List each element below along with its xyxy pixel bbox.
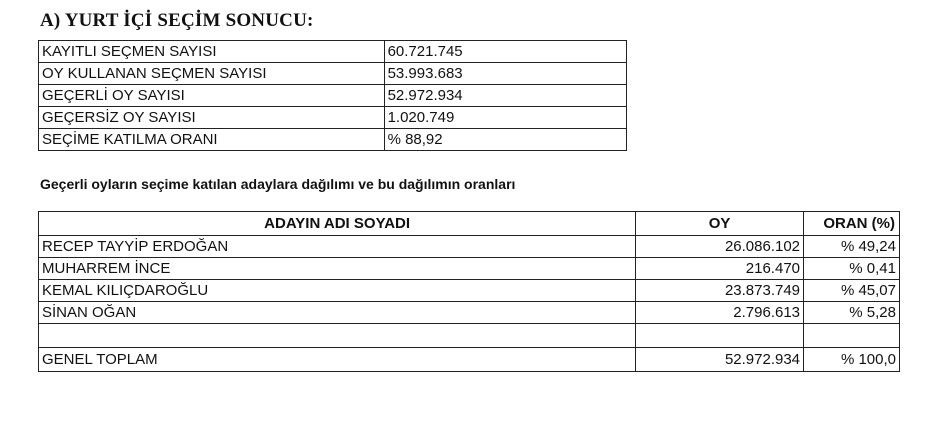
summary-label: SEÇİME KATILMA ORANI (39, 129, 385, 151)
total-label: GENEL TOPLAM (39, 348, 636, 372)
candidate-votes: 26.086.102 (636, 236, 804, 258)
summary-label: OY KULLANAN SEÇMEN SAYISI (39, 63, 385, 85)
candidate-ratio: % 5,28 (804, 302, 900, 324)
candidate-ratio: % 49,24 (804, 236, 900, 258)
summary-value: 52.972.934 (384, 85, 626, 107)
table-row (39, 302, 900, 324)
summary-value: % 88,92 (384, 129, 626, 151)
table-row (39, 41, 627, 63)
total-row (39, 348, 900, 372)
table-row (39, 63, 627, 85)
candidate-name: SİNAN OĞAN (39, 302, 636, 324)
summary-table (38, 40, 627, 151)
table-row (39, 129, 627, 151)
results-table (38, 211, 900, 372)
table-row (39, 280, 900, 302)
empty-cell (39, 324, 636, 348)
candidate-votes: 23.873.749 (636, 280, 804, 302)
total-votes: 52.972.934 (636, 348, 804, 372)
empty-cell (636, 324, 804, 348)
column-header-name: ADAYIN ADI SOYADI (39, 212, 636, 236)
table-row (39, 107, 627, 129)
candidate-name: RECEP TAYYİP ERDOĞAN (39, 236, 636, 258)
section-subtitle: Geçerli oyların seçime katılan adaylara dağılımı ve bu dağılımın oranları (40, 176, 516, 192)
column-header-votes: OY (636, 212, 804, 236)
candidate-ratio: % 0,41 (804, 258, 900, 280)
table-header-row (39, 212, 900, 236)
summary-label: GEÇERLİ OY SAYISI (39, 85, 385, 107)
empty-row (39, 324, 900, 348)
candidate-name: KEMAL KILIÇDAROĞLU (39, 280, 636, 302)
candidate-name: MUHARREM İNCE (39, 258, 636, 280)
summary-value: 53.993.683 (384, 63, 626, 85)
summary-value: 1.020.749 (384, 107, 626, 129)
summary-value: 60.721.745 (384, 41, 626, 63)
candidate-votes: 2.796.613 (636, 302, 804, 324)
summary-label: KAYITLI SEÇMEN SAYISI (39, 41, 385, 63)
table-row (39, 258, 900, 280)
summary-label: GEÇERSİZ OY SAYISI (39, 107, 385, 129)
total-ratio: % 100,0 (804, 348, 900, 372)
table-row (39, 85, 627, 107)
table-row (39, 236, 900, 258)
candidate-votes: 216.470 (636, 258, 804, 280)
column-header-ratio: ORAN (%) (804, 212, 900, 236)
empty-cell (804, 324, 900, 348)
candidate-ratio: % 45,07 (804, 280, 900, 302)
page-title: A) YURT İÇİ SEÇİM SONUCU: (40, 10, 314, 31)
